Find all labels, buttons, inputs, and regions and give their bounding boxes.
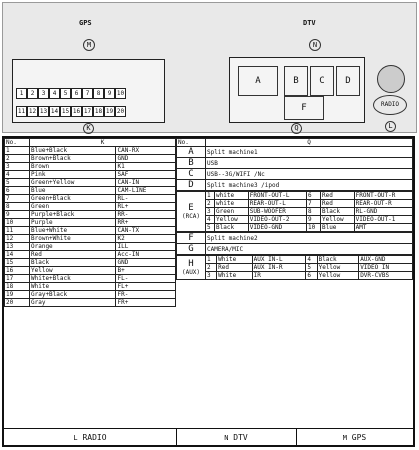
radio-label: RADIO — [373, 95, 407, 115]
k-signal-cell: FL- — [116, 275, 176, 283]
q-row-c-label: C — [177, 169, 206, 180]
k-color-cell: Purple+Black — [30, 211, 116, 219]
h-color: White — [217, 256, 253, 264]
e-pin: 8 — [307, 208, 321, 216]
k-no-cell: 11 — [5, 227, 30, 235]
k-signal-cell: FR+ — [116, 299, 176, 307]
q-table — [176, 138, 413, 428]
k-color-cell: Orange — [30, 243, 116, 251]
k-no-cell: 8 — [5, 203, 30, 211]
h-signal: AUX IN-L — [252, 256, 306, 264]
e-signal: AMT — [354, 224, 412, 232]
footer-radio-l: L — [73, 434, 78, 442]
k-pin: 18 — [94, 108, 103, 115]
k-signal-cell: CAN-TX — [116, 227, 176, 235]
h-pin: 5 — [306, 264, 317, 272]
q-row-e-4 — [177, 216, 413, 224]
k-table-row — [5, 203, 176, 211]
h-pin: 3 — [206, 272, 217, 280]
k-pin: 1 — [16, 88, 27, 99]
k-pin: 17 — [83, 108, 92, 115]
e-signal: SUB-WOOFER — [248, 208, 306, 216]
k-signal-cell: FR- — [116, 291, 176, 299]
k-color-cell: Brown+Black — [30, 155, 116, 163]
q-row-g — [177, 244, 413, 255]
footer-gps — [296, 429, 413, 446]
k-pin: 19 — [105, 108, 114, 115]
q-row-h-2 — [177, 264, 413, 272]
k-table-row — [5, 219, 176, 227]
radio-connector-l: L — [385, 121, 396, 132]
k-color-cell: Gray+Black — [30, 291, 116, 299]
k-pin: 13 — [39, 108, 48, 115]
k-pin: 12 — [28, 108, 37, 115]
h-signal: AUX-GND — [359, 256, 413, 264]
k-table-header — [5, 139, 176, 147]
e-color: Black — [215, 224, 249, 232]
q-connector — [229, 57, 365, 123]
e-color: Blue — [320, 224, 354, 232]
q-row-c-text: USB--3G/WIFI /Nc — [206, 169, 413, 180]
q-table-header — [177, 139, 413, 147]
q-row-d-text: Split machine3 /ipod — [206, 180, 413, 191]
k-color-cell: Yellow — [30, 267, 116, 275]
footer-dtv-label: DTV — [233, 433, 248, 442]
k-color-cell: White+Black — [30, 275, 116, 283]
k-header-no: No. — [5, 139, 30, 147]
radio-antenna-jack — [377, 65, 405, 93]
k-no-cell: 7 — [5, 195, 30, 203]
k-signal-cell: K2 — [116, 235, 176, 243]
q-row-c — [177, 169, 413, 180]
k-no-cell: 12 — [5, 235, 30, 243]
footer-radio-label: RADIO — [82, 433, 107, 442]
e-signal: FRONT-OUT-L — [248, 192, 306, 200]
k-table-row — [5, 251, 176, 259]
e-color: Yellow — [320, 216, 354, 224]
k-color-cell: Blue+Black — [30, 147, 116, 155]
k-signal-cell: FL+ — [116, 283, 176, 291]
k-connector-label: K — [83, 123, 94, 134]
k-signal-cell: CAN-IN — [116, 179, 176, 187]
q-row-h-label-cell — [177, 256, 206, 280]
e-signal: VIDEO-OUT-2 — [248, 216, 306, 224]
h-color: Yellow — [317, 264, 359, 272]
k-no-cell: 18 — [5, 283, 30, 291]
q-block-f: F — [284, 96, 324, 120]
k-pin: 6 — [71, 88, 82, 99]
q-block-b: B — [284, 66, 308, 96]
k-signal-cell: CAN-RX — [116, 147, 176, 155]
q-row-e-label-cell — [177, 192, 206, 232]
k-no-cell: 6 — [5, 187, 30, 195]
k-pin: 9 — [104, 88, 115, 99]
k-pin: 4 — [49, 88, 60, 99]
k-no-cell: 14 — [5, 251, 30, 259]
k-signal-cell: Acc-IN — [116, 251, 176, 259]
k-connector-row-top — [16, 80, 126, 99]
k-pin: 14 — [50, 108, 59, 115]
q-row-h-3 — [177, 272, 413, 280]
q-row-e-5 — [177, 224, 413, 232]
k-color-cell: Black — [30, 259, 116, 267]
e-pin: 3 — [206, 208, 215, 216]
h-pin: 6 — [306, 272, 317, 280]
k-connector-row-bottom — [16, 98, 126, 117]
k-table-row — [5, 283, 176, 291]
e-signal: VIDEO-OUT-1 — [354, 216, 412, 224]
k-no-cell: 13 — [5, 243, 30, 251]
e-color: Red — [320, 200, 354, 208]
h-pin: 4 — [306, 256, 317, 264]
k-no-cell: 3 — [5, 163, 30, 171]
k-table-row — [5, 155, 176, 163]
q-row-h-label: H — [188, 259, 194, 269]
k-connector — [12, 59, 165, 123]
k-signal-cell: RR+ — [116, 219, 176, 227]
k-signal-cell: RR- — [116, 211, 176, 219]
e-pin: 4 — [206, 216, 215, 224]
k-color-cell: Gray — [30, 299, 116, 307]
e-color: Red — [320, 192, 354, 200]
k-signal-cell: GND — [116, 155, 176, 163]
q-header-label: Q — [206, 139, 413, 147]
k-header-label: K — [30, 139, 176, 147]
e-pin: 6 — [307, 192, 321, 200]
k-signal-cell: RL+ — [116, 203, 176, 211]
k-table-row — [5, 147, 176, 155]
k-pin: 16 — [72, 108, 81, 115]
dtv-label: DTV — [303, 19, 316, 27]
k-pin: 15 — [61, 108, 70, 115]
connector-panel — [2, 2, 417, 133]
footer-dtv — [176, 429, 297, 446]
h-signal: DVR-CVBS — [359, 272, 413, 280]
k-color-cell: Brown+White — [30, 235, 116, 243]
q-row-a — [177, 147, 413, 158]
k-no-cell: 9 — [5, 211, 30, 219]
k-table-row — [5, 291, 176, 299]
k-pin: 8 — [93, 88, 104, 99]
e-signal: REAR-OUT-R — [354, 200, 412, 208]
q-row-e-sub: (RCA) — [181, 213, 201, 220]
k-color-cell: Brown — [30, 163, 116, 171]
footer-gps-m: M — [342, 434, 347, 442]
e-signal: REAR-OUT-L — [248, 200, 306, 208]
k-color-cell: Purple — [30, 219, 116, 227]
k-pin: 11 — [17, 108, 26, 115]
k-signal-cell: RL- — [116, 195, 176, 203]
q-row-f-text: Split machine2 — [206, 233, 413, 244]
q-row-b-label: B — [177, 158, 206, 169]
k-no-cell: 15 — [5, 259, 30, 267]
k-color-cell: Blue — [30, 187, 116, 195]
k-signal-cell: B+ — [116, 267, 176, 275]
h-pin: 2 — [206, 264, 217, 272]
h-signal: IR — [252, 272, 306, 280]
q-row-b — [177, 158, 413, 169]
e-pin: 9 — [307, 216, 321, 224]
k-pin: 5 — [60, 88, 71, 99]
k-no-cell: 4 — [5, 171, 30, 179]
e-signal: VIDEO-GND — [248, 224, 306, 232]
e-color: Yellow — [215, 216, 249, 224]
k-no-cell: 17 — [5, 275, 30, 283]
wiring-table — [2, 136, 415, 447]
q-row-g-label: G — [177, 244, 206, 255]
q-block-d: D — [336, 66, 360, 96]
k-signal-cell: CAM-LINE — [116, 187, 176, 195]
k-table-row — [5, 195, 176, 203]
q-block-a: A — [238, 66, 278, 96]
k-pin: 2 — [27, 88, 38, 99]
q-row-e — [177, 192, 413, 200]
dtv-connector-n: N — [309, 39, 321, 51]
h-signal: AUX IN-R — [252, 264, 306, 272]
k-pin: 20 — [116, 108, 125, 115]
k-color-cell: Pink — [30, 171, 116, 179]
h-color: White — [217, 272, 253, 280]
q-row-h-sub: (AUX) — [181, 269, 201, 276]
h-color: Yellow — [317, 272, 359, 280]
h-color: Black — [317, 256, 359, 264]
k-color-cell: Blue+White — [30, 227, 116, 235]
e-pin: 2 — [206, 200, 215, 208]
k-signal-cell: GND — [116, 259, 176, 267]
e-pin: 5 — [206, 224, 215, 232]
k-pin: 7 — [82, 88, 93, 99]
h-pin: 1 — [206, 256, 217, 264]
q-row-e-3 — [177, 208, 413, 216]
k-pin-table — [4, 138, 176, 307]
k-table-row — [5, 259, 176, 267]
q-block-c: C — [310, 66, 334, 96]
e-color: Black — [320, 208, 354, 216]
e-color: Green — [215, 208, 249, 216]
q-row-a-label: A — [177, 147, 206, 158]
k-signal-cell: K1 — [116, 163, 176, 171]
k-table-row — [5, 275, 176, 283]
k-pin: 3 — [38, 88, 49, 99]
q-row-e-label: E — [188, 203, 194, 213]
k-table-row — [5, 179, 176, 187]
k-pin: 10 — [116, 90, 125, 97]
k-table-row — [5, 243, 176, 251]
q-row-f — [177, 233, 413, 244]
k-no-cell: 20 — [5, 299, 30, 307]
k-table-row — [5, 267, 176, 275]
e-signal: FRONT-OUT-R — [354, 192, 412, 200]
k-color-cell: White — [30, 283, 116, 291]
q-row-d — [177, 180, 413, 191]
e-pin: 10 — [307, 224, 321, 232]
k-table-row — [5, 211, 176, 219]
h-color: Red — [217, 264, 253, 272]
k-color-cell: Green+Black — [30, 195, 116, 203]
k-no-cell: 2 — [5, 155, 30, 163]
e-pin: 1 — [206, 192, 215, 200]
q-row-f-label: F — [177, 233, 206, 244]
k-no-cell: 16 — [5, 267, 30, 275]
k-table-row — [5, 227, 176, 235]
k-no-cell: 10 — [5, 219, 30, 227]
k-no-cell: 5 — [5, 179, 30, 187]
q-connector-label: Q — [291, 123, 302, 134]
q-row-h — [177, 256, 413, 264]
h-signal: VIDEO IN — [359, 264, 413, 272]
k-no-cell: 1 — [5, 147, 30, 155]
q-header-no: No. — [177, 139, 206, 147]
k-color-cell: Green — [30, 203, 116, 211]
k-table-row — [5, 299, 176, 307]
k-table-row — [5, 163, 176, 171]
e-color: white — [215, 200, 249, 208]
q-row-g-text: CAMERA/MIC — [206, 244, 413, 255]
k-no-cell: 19 — [5, 291, 30, 299]
q-row-d-label: D — [177, 180, 206, 191]
table-footer — [4, 428, 413, 446]
footer-gps-label: GPS — [351, 433, 367, 442]
footer-dtv-n: N — [224, 434, 229, 442]
gps-label: GPS — [79, 19, 92, 27]
k-table-row — [5, 235, 176, 243]
e-color: white — [215, 192, 249, 200]
k-color-cell: Red — [30, 251, 116, 259]
q-row-e-2 — [177, 200, 413, 208]
footer-radio — [4, 429, 177, 446]
k-signal-cell: SAF — [116, 171, 176, 179]
k-signal-cell: ILL — [116, 243, 176, 251]
q-row-b-text: USB — [206, 158, 413, 169]
k-color-cell: Green+Yellow — [30, 179, 116, 187]
e-signal: RL-GND — [354, 208, 412, 216]
gps-connector-m: M — [83, 39, 95, 51]
q-row-a-text: Split machine1 — [206, 147, 413, 158]
e-pin: 7 — [307, 200, 321, 208]
k-table-row — [5, 187, 176, 195]
k-table-row — [5, 171, 176, 179]
